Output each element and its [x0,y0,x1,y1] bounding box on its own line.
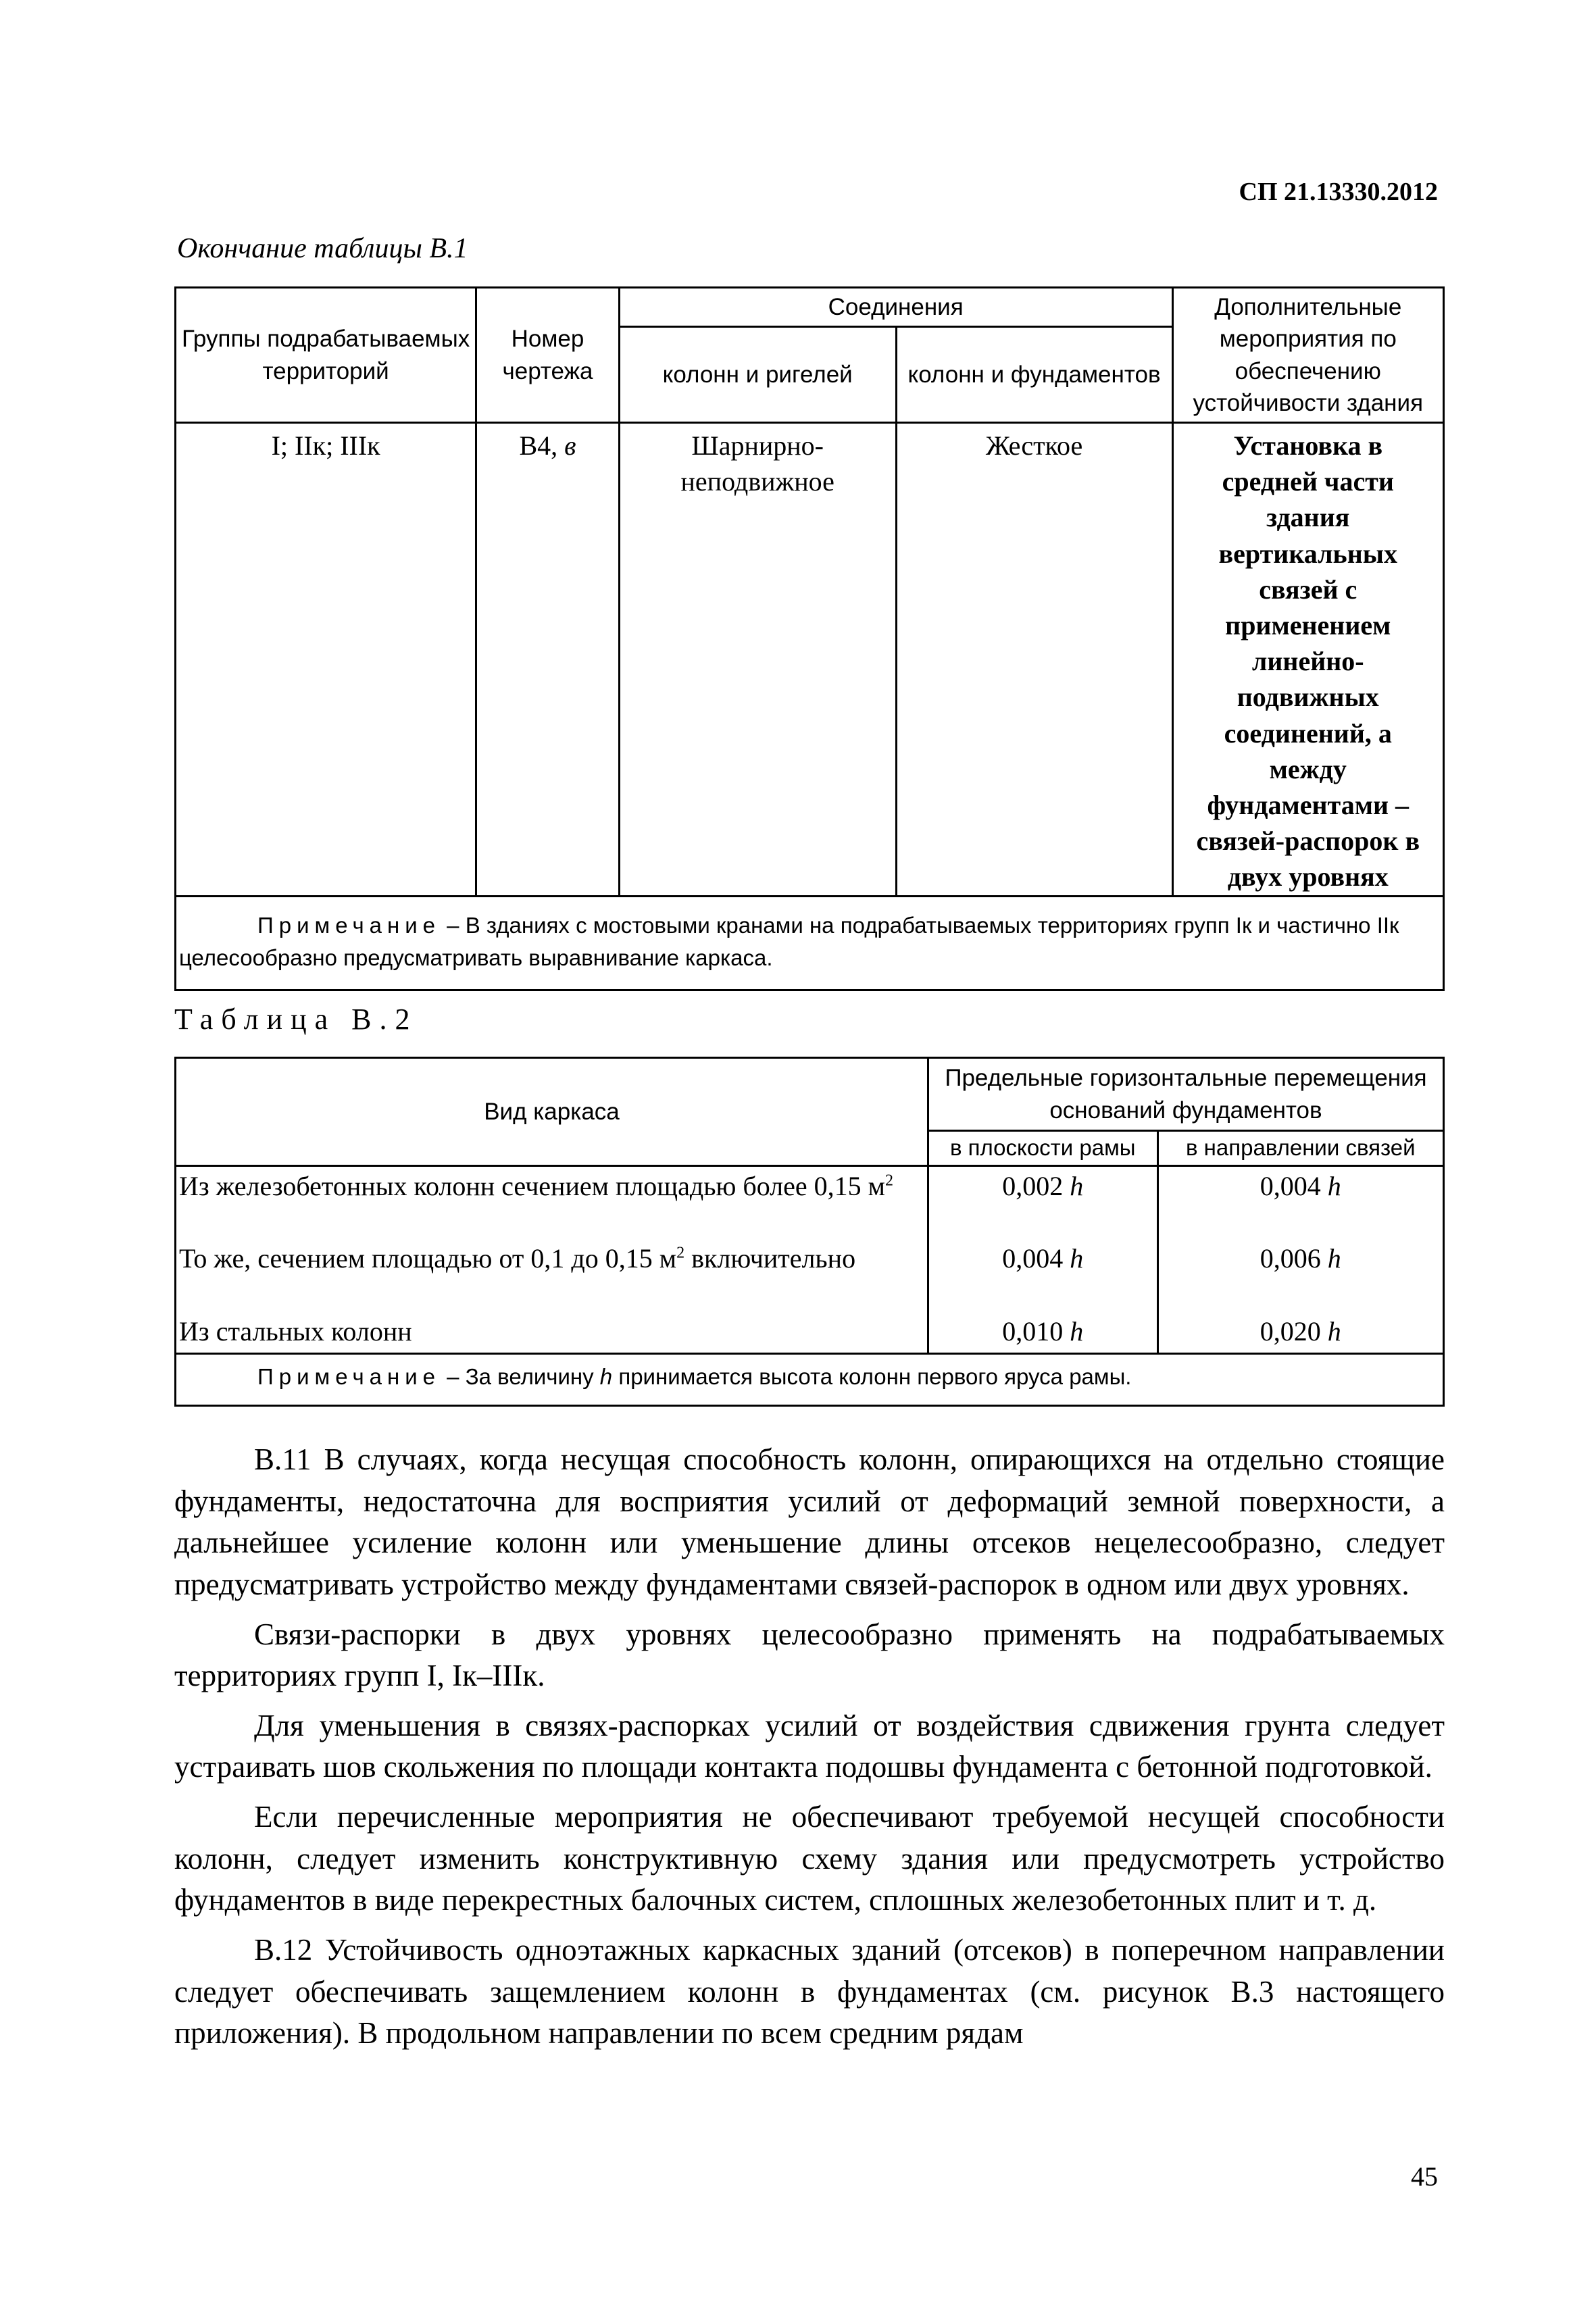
paragraph: В.11 В случаях, когда несущая способность колонн, опирающихся на отдельно стоящие фундаменты, недостаточна для восприятия усилий от деформаций земной поверхности, а дальнейшее усиление колонн или уменьшение длины отсеков нецелесообразно, следует предусматривать устройство между фундаментами связей-распорок в одном или двух уровнях. [174,1442,1445,1601]
body-text [174,1439,1445,2063]
row-name: Из железобетонных колонн сечением площадью более 0,15 $м^2$ [176,1166,928,1239]
row-in-bracing: 0,006 h [1157,1239,1443,1312]
header-columns-girders: колонн и ригелей [619,327,896,423]
header-in-plane: в плоскости рамы [928,1131,1157,1166]
header-drawing: Номер чертежа [476,288,620,423]
document-code: СП 21.13330.2012 [1239,178,1438,206]
cell-drawing: В4, в [476,423,620,897]
row-in-plane: 0,002 h [928,1166,1157,1239]
row-name: Из стальных колонн [176,1312,928,1354]
cell-additional: Установка в средней части здания вертикальных связей с применением линейно-подвижных соединений, а между фундаментами – связей-распорок в двух уровнях [1172,423,1443,897]
row-in-bracing: 0,004 h [1157,1166,1443,1239]
paragraph: Связи-распорки в двух уровнях целесообразно применять на подрабатываемых территориях групп I, Iк–IIIк. [174,1617,1445,1693]
header-limit: Предельные горизонтальные перемещения оснований фундаментов [928,1058,1443,1131]
table2-note: Примечание – За величину h принимается высота колонн первого яруса рамы. [176,1353,1444,1405]
header-frame-type: Вид каркаса [176,1058,928,1166]
note-text: – В зданиях с мостовыми кранами на подрабатываемых территориях групп Iк и частично IIк целесообразно предусматривать выравнивание каркаса. [179,913,1399,971]
row-in-plane: 0,010 h [928,1312,1157,1354]
paragraph: Если перечисленные мероприятия не обеспечивают требуемой несущей способности колонн, следует изменить конструктивную схему здания или предусмотреть устройство фундаментов в виде перекрестных балочных систем, сплошных железобетонных плит и т. д. [174,1800,1445,1917]
cell-columns-girders: Шарнирно-неподвижное [619,423,896,897]
table1-caption: Окончание таблицы В.1 [177,233,468,264]
header-groups: Группы подрабатываемых территорий [176,288,476,423]
paragraph: Для уменьшения в связях-распорках усилий от воздействия сдвижения грунта следует устраивать шов скольжения по площади контакта подошвы фундамента с бетонной подготовкой. [174,1708,1445,1784]
header-additional: Дополнительные мероприятия по обеспечению устойчивости здания [1172,288,1443,423]
header-connections: Соединения [619,288,1172,327]
table1-note [176,897,1444,990]
note-label: Примечание [257,913,441,938]
paragraph: В.12 Устойчивость одноэтажных каркасных зданий (отсеков) в поперечном направлении следует обеспечивать защемлением колонн в фундаментах (см. рисунок В.3 настоящего приложения). В продольном направлении по всем средним рядам [174,1933,1445,2051]
row-in-plane: 0,004 h [928,1239,1157,1312]
table2-caption: Таблица В.2 [174,1003,418,1036]
header-columns-foundations: колонн и фундаментов [896,327,1172,423]
cell-groups: I; IIк; IIIк [176,423,476,897]
row-name: То же, сечением площадью от 0,1 до 0,15 $м^2$ включительно [176,1239,928,1312]
table2 [174,1057,1445,1407]
table1 [174,286,1445,991]
cell-columns-foundations: Жесткое [896,423,1172,897]
note-label: Примечание [257,1363,441,1389]
header-in-bracing: в направлении связей [1157,1131,1443,1166]
row-in-bracing: 0,020 h [1157,1312,1443,1354]
page-number: 45 [1411,2161,1438,2192]
